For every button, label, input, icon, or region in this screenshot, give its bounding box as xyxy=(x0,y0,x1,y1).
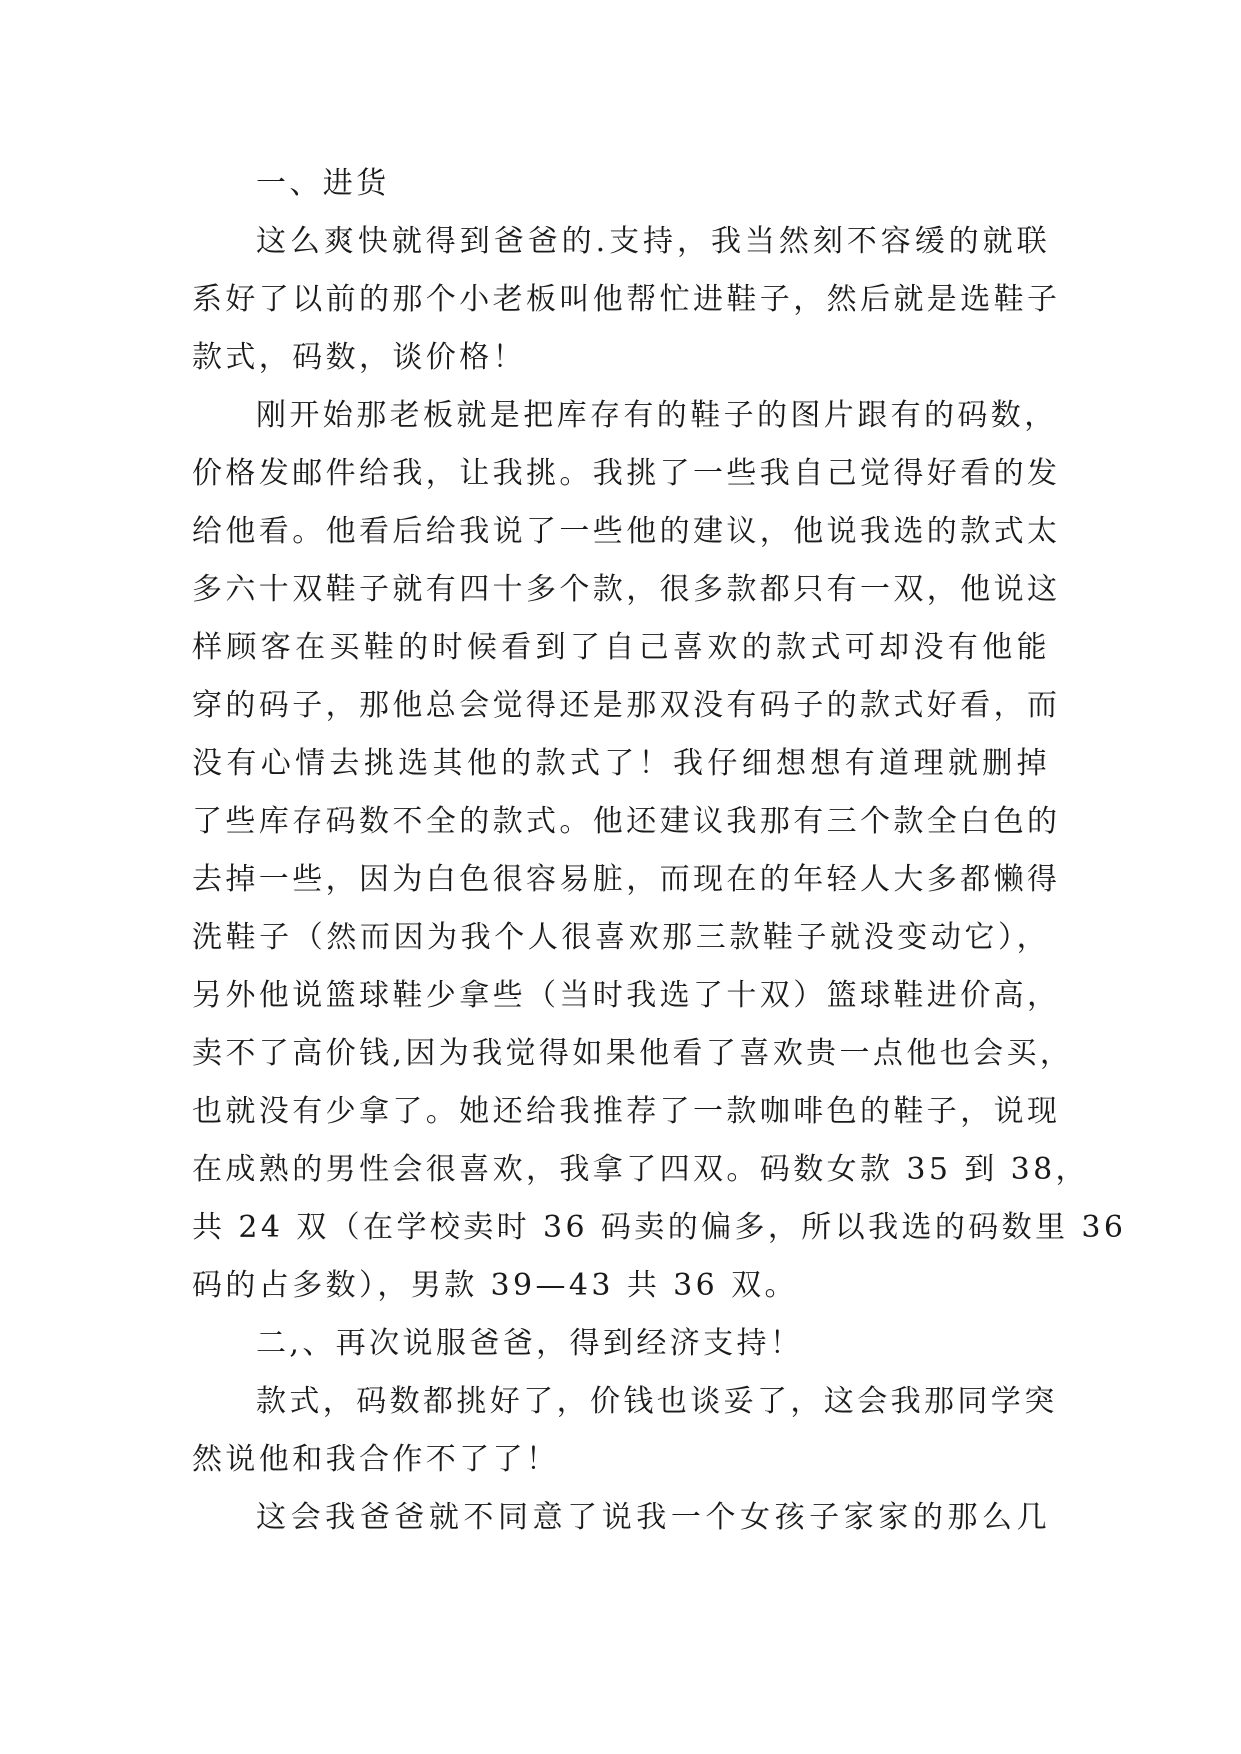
paragraph-line: 码的占多数），男款 39—43 共 36 双。 xyxy=(192,1268,798,1303)
paragraph-line: 样顾客在买鞋的时候看到了自己喜欢的款式可却没有他能 xyxy=(192,630,1050,665)
paragraph-line: 洗鞋子（然而因为我个人很喜欢那三款鞋子就没变动它）， xyxy=(192,920,1050,955)
paragraph-line: 另外他说篮球鞋少拿些（当时我选了十双）篮球鞋进价高， xyxy=(192,978,1061,1013)
paragraph-line: 这么爽快就得到爸爸的.支持，我当然刻不容缓的就联 xyxy=(256,224,1050,259)
paragraph-line: 没有心情去挑选其他的款式了！我仔细想想有道理就删掉 xyxy=(192,746,1050,781)
paragraph-line: 然说他和我合作不了了！ xyxy=(192,1442,560,1477)
paragraph-line: 多六十双鞋子就有四十多个款，很多款都只有一双，他说这 xyxy=(192,572,1061,607)
paragraph-line: 共 24 双（在学校卖时 36 码卖的偏多，所以我选的码数里 36 xyxy=(192,1210,1127,1245)
document-body xyxy=(192,155,1127,1547)
paragraph-line: 给他看。他看后给我说了一些他的建议，他说我选的款式太 xyxy=(192,514,1061,549)
paragraph-line: 卖不了高价钱,因为我觉得如果他看了喜欢贵一点他也会买， xyxy=(192,1036,1074,1071)
paragraph-line: 穿的码子，那他总会觉得还是那双没有码子的款式好看，而 xyxy=(192,688,1061,723)
paragraph-line: 在成熟的男性会很喜欢，我拿了四双。码数女款 35 到 38， xyxy=(192,1152,1089,1187)
paragraph-line: 款式，码数，谈价格！ xyxy=(192,340,526,375)
paragraph-line: 价格发邮件给我，让我挑。我挑了一些我自己觉得好看的发 xyxy=(192,456,1061,491)
paragraph-line: 了些库存码数不全的款式。他还建议我那有三个款全白色的 xyxy=(192,804,1061,839)
section-heading-1: 一、进货 xyxy=(256,166,390,201)
paragraph-line: 也就没有少拿了。她还给我推荐了一款咖啡色的鞋子，说现 xyxy=(192,1094,1061,1129)
paragraph-line: 系好了以前的那个小老板叫他帮忙进鞋子，然后就是选鞋子 xyxy=(192,282,1061,317)
paragraph-line: 刚开始那老板就是把库存有的鞋子的图片跟有的码数， xyxy=(256,398,1058,433)
section-heading-2: 二,、再次说服爸爸，得到经济支持！ xyxy=(256,1326,804,1361)
paragraph-line: 这会我爸爸就不同意了说我一个女孩子家家的那么几 xyxy=(256,1500,1050,1535)
paragraph-line: 款式，码数都挑好了，价钱也谈妥了，这会我那同学突 xyxy=(256,1384,1058,1419)
paragraph-line: 去掉一些，因为白色很容易脏，而现在的年轻人大多都懒得 xyxy=(192,862,1061,897)
